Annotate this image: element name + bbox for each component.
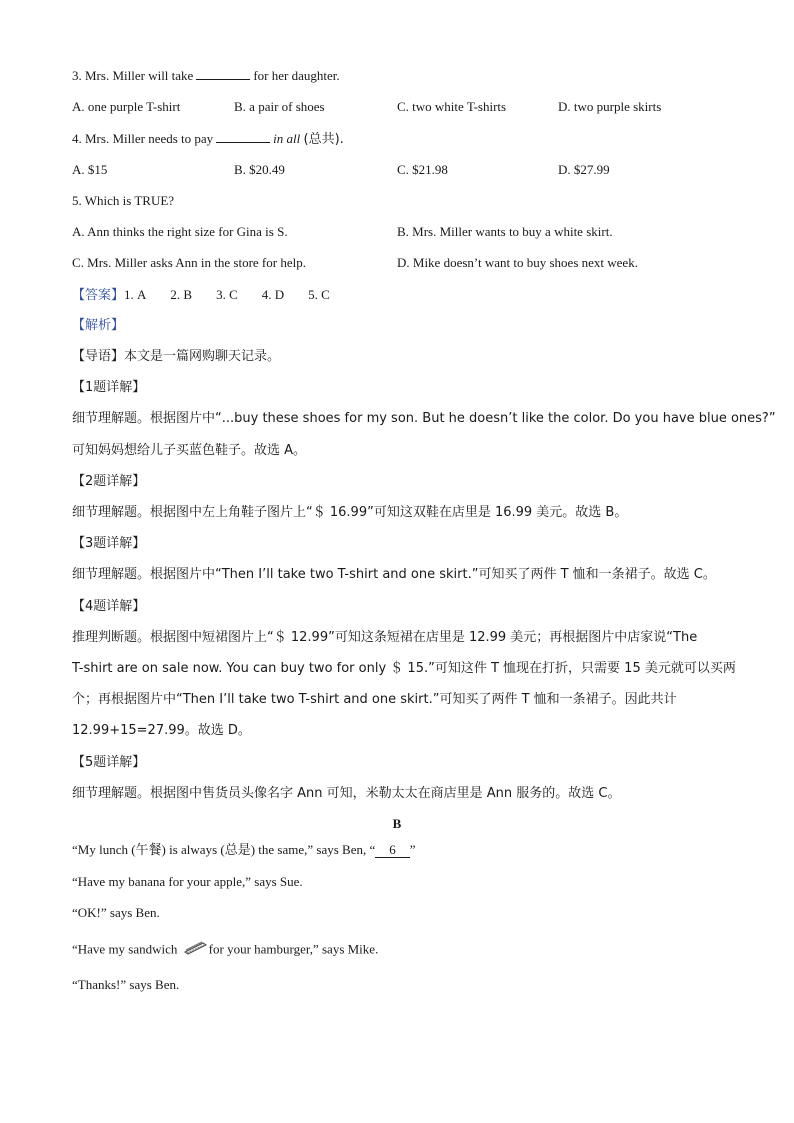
q4-stem-after: (总共). (303, 132, 344, 147)
q3-stem-before: 3. Mrs. Miller will take (72, 68, 194, 83)
q4-option-b: B. $20.49 (234, 162, 285, 177)
section-b-line: “Have my banana for your apple,” says Sue. (72, 874, 303, 889)
q3-option-d: D. two purple skirts (558, 99, 662, 114)
answer-line (72, 286, 330, 305)
q3-option-b: B. a pair of shoes (234, 99, 325, 114)
q5-option-d: D. Mike doesn’t want to buy shoes next week. (397, 255, 638, 270)
answer-item: 5. C (308, 287, 330, 302)
q4-blank (216, 130, 270, 143)
section-b-line: “OK!” says Ben. (72, 905, 160, 920)
q4-stem-italic: in all (273, 131, 301, 146)
q4-option-c: C. $21.98 (397, 162, 448, 177)
detail-3-heading: 【3题详解】 (72, 536, 146, 551)
guide-text: 【导语】本文是一篇网购聊天记录。 (72, 349, 281, 364)
detail-4-line: 个；再根据图片中“Then I’ll take two T-shirt and one skirt.”可知买了两件 T 恤和一条裙子。因此共计 (72, 692, 677, 707)
detail-3-line: 细节理解题。根据图片中“Then I’ll take two T-shirt and one skirt.”可知买了两件 T 恤和一条裙子。故选 C。 (72, 567, 716, 582)
q3-option-c: C. two white T-shirts (397, 99, 507, 114)
detail-5-heading: 【5题详解】 (72, 755, 146, 770)
q4-stem-before: 4. Mrs. Miller needs to pay (72, 131, 214, 146)
blank-6: 6 (375, 843, 410, 858)
answer-item: 1. A (124, 287, 147, 302)
section-b-line4-after: for your hamburger,” says Mike. (208, 941, 379, 957)
detail-4-line: T-shirt are on sale now. You can buy two for only ＄ 15.”可知这件 T 恤现在打折，只需要 15 美元就可以买两 (72, 661, 736, 676)
sandwich-icon (183, 940, 207, 961)
q4-option-d: D. $27.99 (558, 162, 610, 177)
section-b-line1-before: “My lunch (午餐) is always (总是) the same,” says Ben, “ (72, 842, 376, 857)
detail-5-line: 细节理解题。根据图中售货员头像名字 Ann 可知，米勒太太在商店里是 Ann 服务的。故选 C。 (72, 786, 621, 801)
detail-1-line: 可知妈妈想给儿子买蓝色鞋子。故选 A。 (72, 443, 307, 458)
detail-4-line: 12.99+15=27.99。故选 D。 (72, 723, 251, 738)
q3-option-a: A. one purple T-shirt (72, 99, 181, 114)
q4-option-a: A. $15 (72, 162, 108, 177)
answer-item: 3. C (216, 287, 238, 302)
detail-1-heading: 【1题详解】 (72, 380, 146, 395)
detail-4-line: 推理判断题。根据图中短裙图片上“＄ 12.99”可知这条短裙在店里是 12.99 美元；再根据图片中店家说“The (72, 630, 698, 645)
section-b-title: B (392, 816, 402, 831)
q3-stem-after: for her daughter. (253, 68, 340, 83)
answer-item: 2. B (170, 287, 193, 302)
q5-option-a: A. Ann thinks the right size for Gina is S. (72, 224, 288, 239)
detail-2-line: 细节理解题。根据图中左上角鞋子图片上“＄ 16.99”可知这双鞋在店里是 16.99 美元。故选 B。 (72, 505, 628, 520)
detail-4-heading: 【4题详解】 (72, 599, 146, 614)
q3-blank (196, 67, 250, 80)
section-b-line (72, 841, 416, 859)
answer-label: 【答案】 (72, 288, 125, 303)
detail-2-heading: 【2题详解】 (72, 474, 146, 489)
section-b-line1-after: ” (409, 842, 416, 857)
q5-option-b: B. Mrs. Miller wants to buy a white skirt. (397, 224, 613, 239)
section-b-line4-before: “Have my sandwich (72, 941, 178, 957)
question-4-stem (72, 130, 344, 149)
q5-option-c: C. Mrs. Miller asks Ann in the store for help. (72, 255, 306, 270)
answer-item: 4. D (261, 287, 285, 302)
question-5-stem: 5. Which is TRUE? (72, 193, 175, 208)
detail-1-line: 细节理解题。根据图片中“...buy these shoes for my son. But he doesn’t like the color. Do you have blue ones?” (72, 411, 776, 426)
section-b-line (72, 940, 378, 961)
question-3-stem (72, 67, 340, 85)
section-b-line: “Thanks!” says Ben. (72, 977, 180, 992)
analysis-label: 【解析】 (72, 318, 125, 333)
